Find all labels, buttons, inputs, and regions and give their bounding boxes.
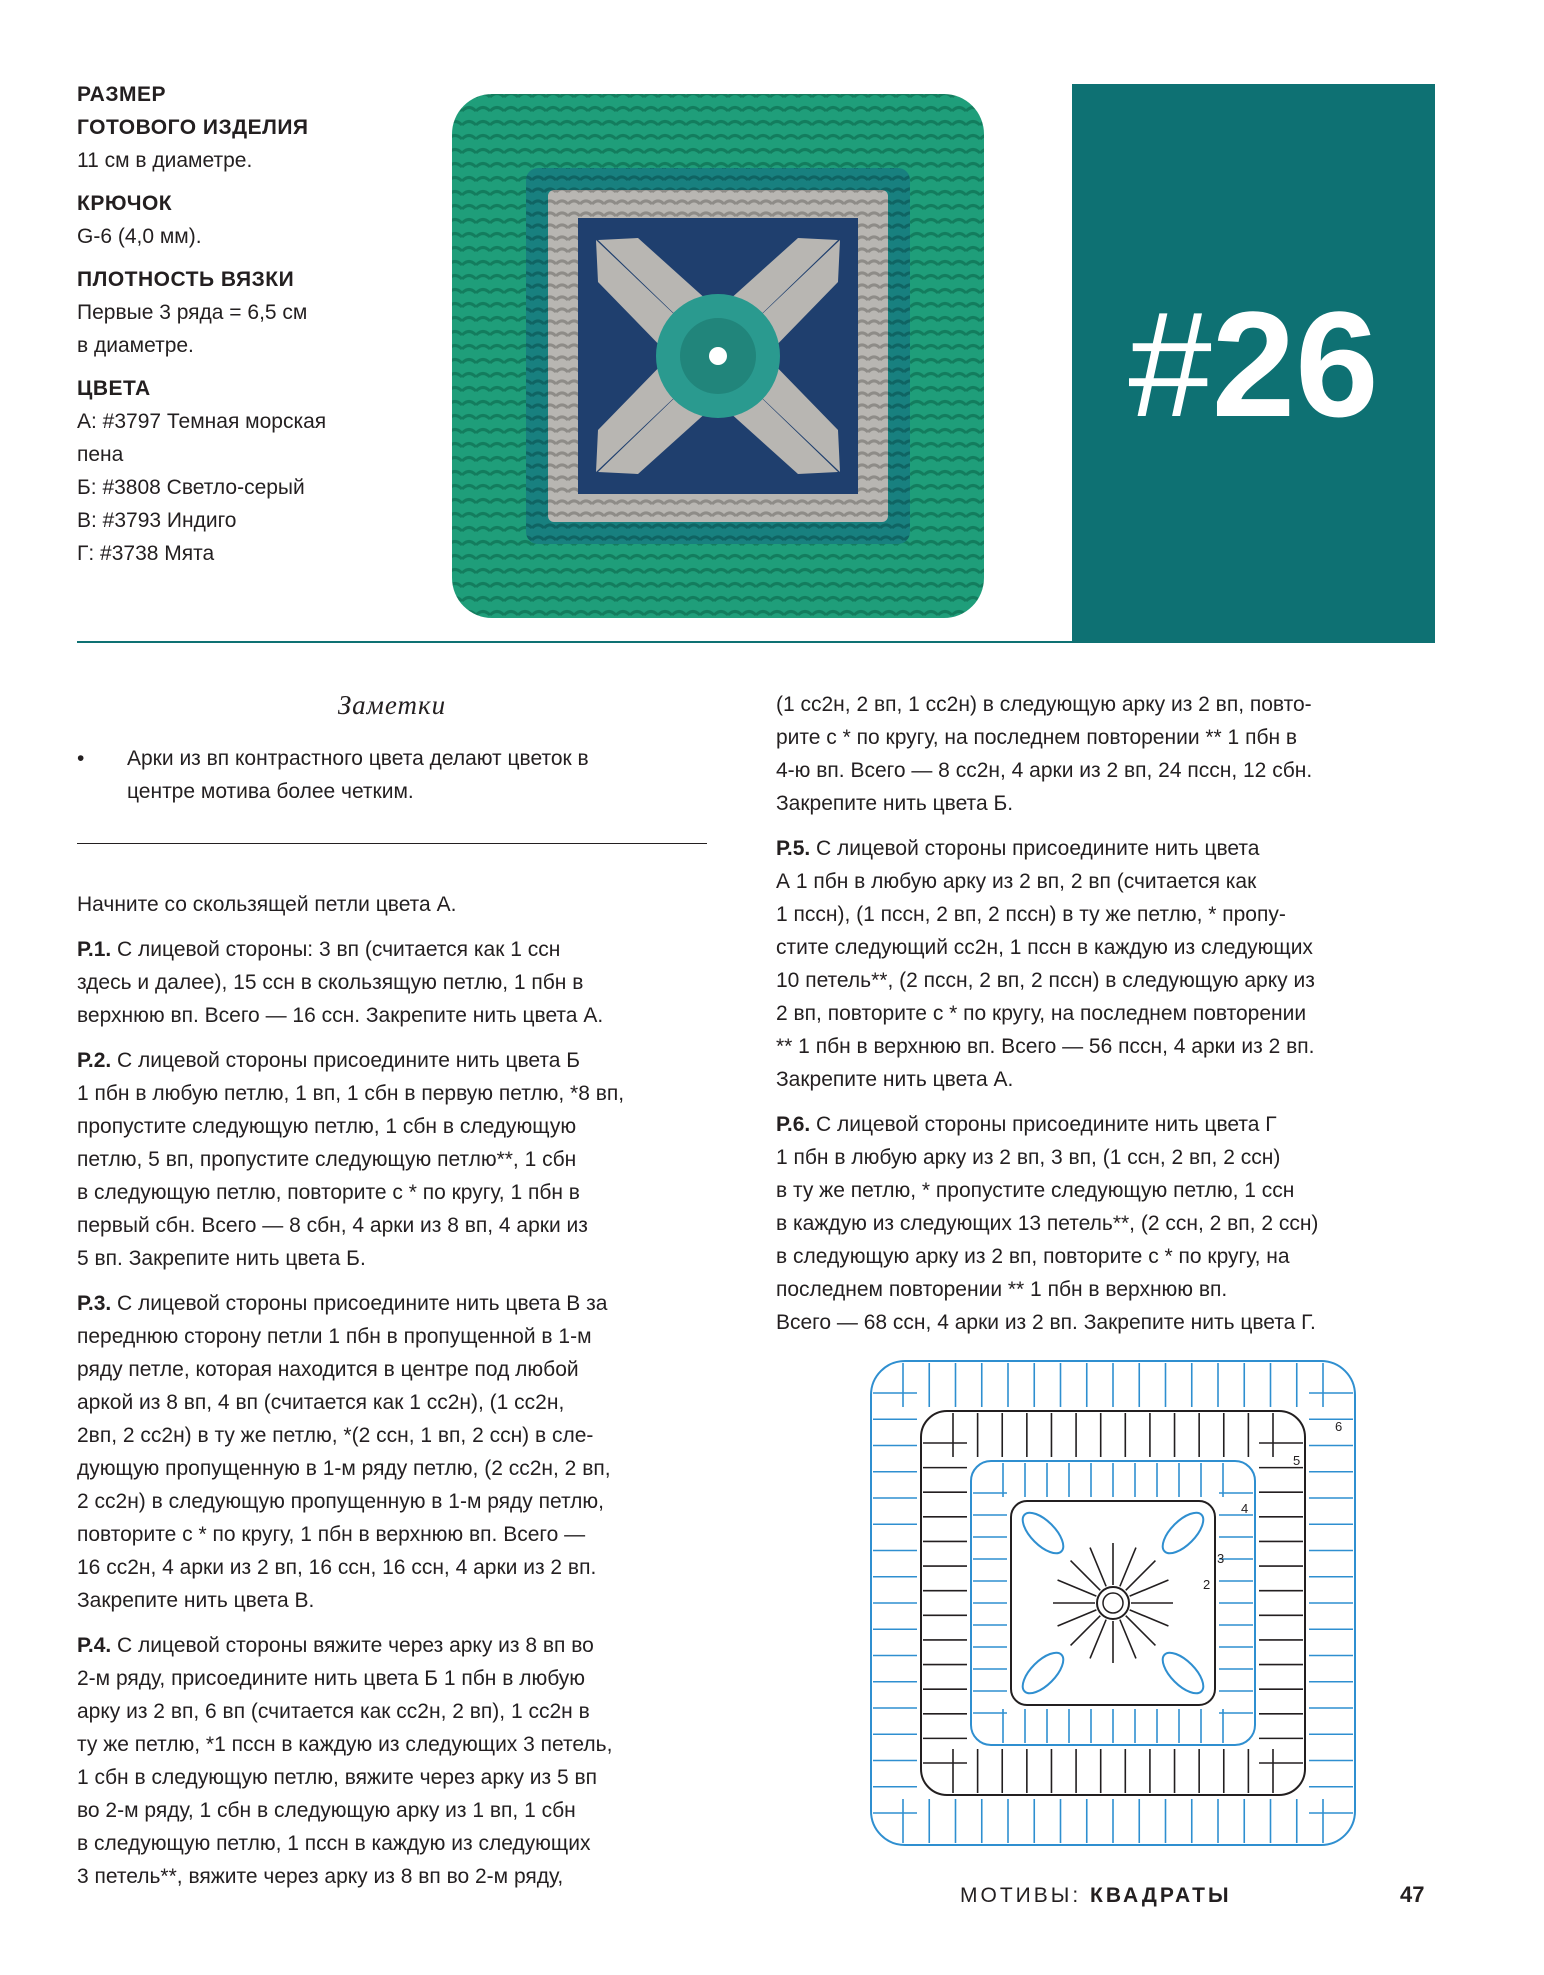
stitch-ray [1130, 1580, 1169, 1596]
stitch-ray [1058, 1610, 1097, 1626]
round-text: Всего — 68 ссн, 4 арки из 2 вп. Закрепите нить цвета Г. [776, 1311, 1316, 1334]
gauge-value [77, 296, 437, 362]
round-6-outline [871, 1361, 1355, 1845]
round-text: петлю, 5 вп, пропустите следующую петлю**, 1 сбн [77, 1148, 577, 1171]
stitch-ray [1058, 1580, 1097, 1596]
section-title [960, 1884, 1232, 1908]
intro-text: Начните со скользящей петли цвета А. [77, 893, 457, 916]
gauge-line: в диаметре. [77, 334, 194, 357]
round-2 [77, 1044, 717, 1275]
round-text: 5 вп. Закрепите нить цвета Б. [77, 1247, 366, 1270]
round-text: последнем повторении ** 1 пбн в верхнюю вп. [776, 1278, 1228, 1301]
center-hole [709, 347, 727, 365]
color-entry: Б: #3808 Светло-серый [77, 476, 305, 499]
round-text: здесь и далее), 15 ссн в скользящую петлю, 1 пбн в [77, 971, 584, 994]
color-entry: В: #3793 Индиго [77, 509, 237, 532]
pattern-number-banner [1072, 84, 1435, 641]
round-3-outline [1011, 1501, 1215, 1705]
round-text: в каждую из следующих 13 петель**, (2 ссн, 2 вп, 2 ссн) [776, 1212, 1319, 1235]
round-text: С лицевой стороны присоедините нить цвета Г [810, 1113, 1277, 1136]
petal-loop [1156, 1646, 1210, 1700]
size-heading-2: ГОТОВОГО ИЗДЕЛИЯ [77, 116, 309, 139]
round-6 [776, 1108, 1446, 1339]
round-text: С лицевой стороны присоедините нить цвета Б [111, 1049, 581, 1072]
round-4-continued [776, 688, 1446, 820]
petal-loop [1016, 1506, 1070, 1560]
instructions-right-column [776, 688, 1446, 1351]
size-heading-1: РАЗМЕР [77, 83, 166, 106]
hook-value: G-6 (4,0 мм). [77, 225, 202, 248]
pattern-specs [77, 78, 437, 580]
petal-loop [1156, 1506, 1210, 1560]
stitch-ray [1120, 1548, 1136, 1587]
row-number-label: 4 [1241, 1501, 1249, 1516]
round-5 [776, 832, 1446, 1096]
round-text: пропустите следующую петлю, 1 сбн в следующую [77, 1115, 577, 1138]
round-text: ту же петлю, *1 пссн в каждую из следующих 3 петель, [77, 1733, 613, 1756]
stitch-marks [873, 1363, 1353, 1843]
color-entry: Г: #3738 Мята [77, 542, 215, 565]
row-number-label: 3 [1217, 1551, 1225, 1566]
gauge-line: Первые 3 ряда = 6,5 см [77, 301, 308, 324]
color-entry: пена [77, 443, 124, 466]
instructions-left-column [77, 888, 717, 1905]
round-text: 2 вп, повторите с * по кругу, на последнем повторении [776, 1002, 1307, 1025]
round-label: Р.4. [77, 1634, 112, 1657]
crochet-chart-diagram [863, 1353, 1363, 1853]
round-text: дующую пропущенную в 1-м ряду петлю, (2 сс2н, 2 вп, [77, 1457, 611, 1480]
round-text: повторите с * по кругу, 1 пбн в верхнюю вп. Всего — [77, 1523, 586, 1546]
center-stitch-rays [1016, 1506, 1210, 1700]
round-label: Р.6. [776, 1113, 811, 1136]
stitch-ray [1071, 1561, 1101, 1591]
round-text: С лицевой стороны вяжите через арку из 8 вп во [111, 1634, 594, 1657]
bullet-icon: • [77, 747, 85, 770]
round-text: Закрепите нить цвета Б. [776, 792, 1014, 815]
stitch-ray [1120, 1620, 1136, 1659]
round-text: 1 пссн), (1 пссн, 2 вп, 2 пссн) в ту же петлю, * пропу- [776, 903, 1286, 926]
notes-divider [77, 843, 707, 844]
round-text: С лицевой стороны: 3 вп (считается как 1 ссн [111, 938, 561, 961]
gauge-heading: ПЛОТНОСТЬ ВЯЗКИ [77, 268, 295, 291]
round-text: 16 сс2н, 4 арки из 2 вп, 16 ссн, 16 ссн, 4 арки из 2 вп. [77, 1556, 597, 1579]
round-text: 1 пбн в любую арку из 2 вп, 3 вп, (1 ссн, 2 вп, 2 ссн) [776, 1146, 1281, 1169]
round-text: Закрепите нить цвета В. [77, 1589, 315, 1612]
note-line: Арки из вп контрастного цвета делают цветок в [127, 747, 589, 770]
round-1 [77, 933, 717, 1032]
stitch-ray [1130, 1610, 1169, 1626]
round-label: Р.2. [77, 1049, 112, 1072]
colors-heading: ЦВЕТА [77, 377, 151, 400]
note-item [127, 742, 707, 808]
size-value: 11 см в диаметре. [77, 149, 253, 172]
stitch-ray [1090, 1548, 1106, 1587]
section-name: КВАДРАТЫ [1090, 1884, 1232, 1907]
round-text: 2-м ряду, присоедините нить цвета Б 1 пбн в любую [77, 1667, 586, 1690]
round-text: Закрепите нить цвета А. [776, 1068, 1014, 1091]
round-text: первый сбн. Всего — 8 сбн, 4 арки из 8 вп, 4 арки из [77, 1214, 588, 1237]
round-label: Р.1. [77, 938, 112, 961]
stitch-ray [1090, 1620, 1106, 1659]
round-text: рите с * по кругу, на последнем повторении ** 1 пбн в [776, 726, 1298, 749]
round-text: А 1 пбн в любую арку из 2 вп, 2 вп (считается как [776, 870, 1257, 893]
round-text: ряду петле, которая находится в центре под любой [77, 1358, 579, 1381]
round-text: ** 1 пбн в верхнюю вп. Всего — 56 пссн, 4 арки из 2 вп. [776, 1035, 1315, 1058]
round-text: 10 петель**, (2 пссн, 2 вп, 2 пссн) в следующую арку из [776, 969, 1315, 992]
round-text: С лицевой стороны присоедините нить цвета [810, 837, 1260, 860]
stitch-ray [1126, 1616, 1156, 1646]
round-text: 1 пбн в любую петлю, 1 вп, 1 сбн в первую петлю, *8 вп, [77, 1082, 625, 1105]
round-text: арку из 2 вп, 6 вп (считается как сс2н, 2 вп), 1 сс2н в [77, 1700, 590, 1723]
round-label: Р.3. [77, 1292, 112, 1315]
petal-loop [1016, 1646, 1070, 1700]
row-number-label: 5 [1293, 1453, 1301, 1468]
row-number-label: 2 [1203, 1577, 1211, 1592]
round-text: переднюю сторону петли 1 пбн в пропущенной в 1-м [77, 1325, 592, 1348]
round-text: верхнюю вп. Всего — 16 ссн. Закрепите нить цвета А. [77, 1004, 604, 1027]
notes-title: Заметки [337, 690, 447, 720]
round-4 [77, 1629, 717, 1893]
colors-list [77, 405, 437, 570]
stitch-ray [1071, 1616, 1101, 1646]
round-text: 2вп, 2 сс2н) в ту же петлю, *(2 ссн, 1 вп, 2 ссн) в сле- [77, 1424, 594, 1447]
round-text: в следующую арку из 2 вп, повторите с * по кругу, на [776, 1245, 1290, 1268]
section-prefix: МОТИВЫ: [960, 1884, 1091, 1907]
round-text: 2 сс2н) в следующую пропущенную в 1-м ряду петлю, [77, 1490, 604, 1513]
hash-sign: # [1128, 280, 1212, 448]
round-text: в следующую петлю, повторите с * по кругу, 1 пбн в [77, 1181, 580, 1204]
round-text: С лицевой стороны присоедините нить цвета В за [111, 1292, 608, 1315]
round-text: во 2-м ряду, 1 сбн в следующую арку из 1 вп, 1 сбн [77, 1799, 576, 1822]
round-text: аркой из 8 вп, 4 вп (считается как 1 сс2н), (1 сс2н, [77, 1391, 565, 1414]
round-text: 1 сбн в следующую петлю, вяжите через арку из 5 вп [77, 1766, 598, 1789]
round-3 [77, 1287, 717, 1617]
round-text: 4-ю вп. Всего — 8 сс2н, 4 арки из 2 вп, 24 пссн, 12 сбн. [776, 759, 1313, 782]
round-4-outline [971, 1461, 1255, 1745]
round-text: стите следующий сс2н, 1 пссн в каждую из следующих [776, 936, 1313, 959]
round-text: в ту же петлю, * пропустите следующую петлю, 1 ссн [776, 1179, 1295, 1202]
center-ring [1097, 1587, 1129, 1619]
color-entry: А: #3797 Темная морская [77, 410, 327, 433]
crochet-square-photo [448, 90, 988, 622]
round-label: Р.5. [776, 837, 811, 860]
page-number: 47 [1400, 1882, 1425, 1907]
pattern-number [1072, 280, 1435, 448]
round-text: в следующую петлю, 1 пссн в каждую из следующих [77, 1832, 591, 1855]
notes-list [77, 742, 707, 808]
row-number-label: 6 [1335, 1419, 1343, 1434]
note-line: центре мотива более четким. [127, 780, 414, 803]
round-text: 3 петель**, вяжите через арку из 8 вп во 2-м ряду, [77, 1865, 564, 1888]
hook-heading: КРЮЧОК [77, 192, 173, 215]
top-divider [77, 641, 1435, 643]
stitch-ray [1126, 1561, 1156, 1591]
pattern-digits: 26 [1211, 280, 1379, 448]
round-text: (1 сс2н, 2 вп, 1 сс2н) в следующую арку из 2 вп, повто- [776, 693, 1312, 716]
